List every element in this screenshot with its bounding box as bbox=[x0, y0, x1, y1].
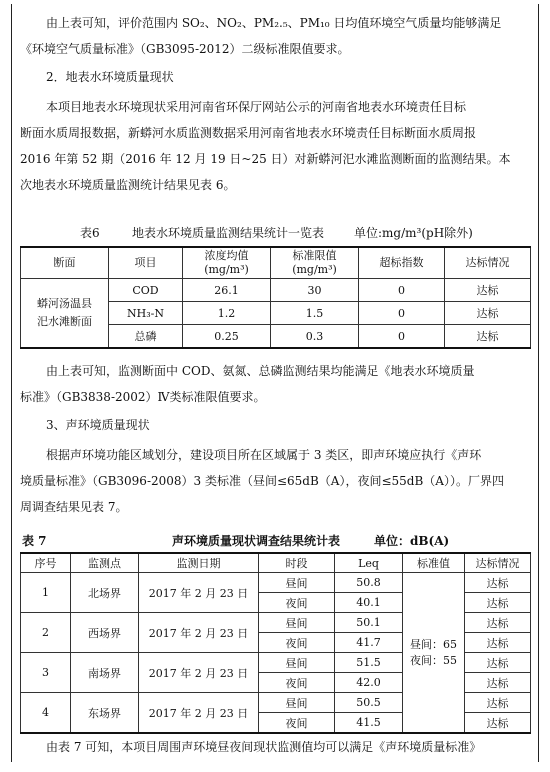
table7-leq: 50.5 bbox=[335, 693, 403, 713]
table7-status: 达标 bbox=[465, 673, 531, 693]
table7-standard-day: 昼间：65 bbox=[410, 637, 457, 651]
table-row bbox=[21, 279, 531, 302]
water-para-line-2: 断面水质周报数据，新蟒河水质监测数据采用河南省地表水环境责任目标断面水质周报 bbox=[20, 126, 477, 140]
table6-conc: 1.2 bbox=[183, 302, 271, 325]
table6-header-status: 达标情况 bbox=[445, 247, 531, 279]
table7-no: 1 bbox=[21, 573, 71, 613]
table6-header-conc-unit: (mg/m³) bbox=[204, 263, 249, 276]
table7-period: 昼间 bbox=[259, 653, 335, 673]
table7-standard-cell bbox=[403, 573, 465, 734]
table7-no: 4 bbox=[21, 693, 71, 734]
document-page bbox=[11, 4, 539, 762]
table6-header-section: 断面 bbox=[21, 247, 109, 279]
table6-header-exceed: 超标指数 bbox=[359, 247, 445, 279]
noise-para-line-3: 周调查结果见表 7。 bbox=[20, 500, 128, 514]
table6-section-line-2: 汜水滩断面 bbox=[37, 315, 92, 328]
table6-header-limit bbox=[271, 247, 359, 279]
table7-period: 夜间 bbox=[259, 713, 335, 734]
table-row bbox=[21, 573, 531, 593]
table7-status: 达标 bbox=[465, 573, 531, 593]
table6-item: COD bbox=[109, 279, 183, 302]
table7-status: 达标 bbox=[465, 693, 531, 713]
table7-header-date: 监测日期 bbox=[139, 553, 259, 573]
table7-leq: 50.8 bbox=[335, 573, 403, 593]
table7-date: 2017 年 2 月 23 日 bbox=[139, 613, 259, 653]
table6-header-limit-label: 标准限值 bbox=[292, 249, 337, 262]
table7-header-point: 监测点 bbox=[71, 553, 139, 573]
table7-leq: 51.5 bbox=[335, 653, 403, 673]
table6-limit: 0.3 bbox=[271, 325, 359, 349]
water-result-line-2: 标准》（GB3838-2002）Ⅳ类标准限值要求。 bbox=[20, 390, 266, 404]
table6-status: 达标 bbox=[445, 302, 531, 325]
noise-quality-table bbox=[20, 552, 531, 734]
table6-item: 总磷 bbox=[109, 325, 183, 349]
table6-header-conc-label: 浓度均值 bbox=[204, 249, 249, 262]
table7-leq: 40.1 bbox=[335, 593, 403, 613]
table6-header-conc bbox=[183, 247, 271, 279]
noise-result-line-1: 由表 7 可知，本项目周围声环境昼夜间现状监测值均可以满足《声环境质量标准》 bbox=[46, 740, 482, 754]
table7-caption-unit: 单位：dB(A) bbox=[374, 534, 450, 548]
table6-header-limit-unit: (mg/m³) bbox=[292, 263, 337, 276]
table7-date: 2017 年 2 月 23 日 bbox=[139, 573, 259, 613]
water-result-line-1: 由上表可知，监测断面中 COD、氨氮、总磷监测结果均能满足《地表水环境质量 bbox=[46, 364, 475, 378]
table6-section-cell bbox=[21, 279, 109, 349]
noise-para-line-2: 境质量标准》（GB3096-2008）3 类标准（昼间≤65dB（A），夜间≤55dB（A））。厂界四 bbox=[20, 474, 504, 488]
table7-header-row bbox=[21, 553, 531, 573]
water-para-line-3: 2016 年第 52 期（2016 年 12 月 19 日~25 日）对新蟒河汜水滩监测断面的监测结果。本 bbox=[20, 152, 511, 166]
table6-item: NH₃-N bbox=[109, 302, 183, 325]
noise-para-line-1: 根据声环境功能区域划分，建设项目所在区域属于 3 类区，即声环境应执行《声环 bbox=[46, 448, 482, 462]
table7-point: 南场界 bbox=[71, 653, 139, 693]
noise-section-heading: 3、声环境质量现状 bbox=[46, 418, 150, 432]
table7-point: 东场界 bbox=[71, 693, 139, 734]
table7-period: 夜间 bbox=[259, 593, 335, 613]
table6-conc: 26.1 bbox=[183, 279, 271, 302]
table7-point: 西场界 bbox=[71, 613, 139, 653]
table7-header-std: 标准值 bbox=[403, 553, 465, 573]
table6-caption-title: 地表水环境质量监测结果统计一览表 bbox=[132, 226, 325, 240]
table7-caption-number: 表 7 bbox=[22, 534, 47, 548]
table7-caption-title: 声环境质量现状调查结果统计表 bbox=[172, 534, 341, 548]
table7-leq: 41.7 bbox=[335, 633, 403, 653]
table7-header-no: 序号 bbox=[21, 553, 71, 573]
table7-point: 北场界 bbox=[71, 573, 139, 613]
table6-limit: 1.5 bbox=[271, 302, 359, 325]
table7-status: 达标 bbox=[465, 713, 531, 734]
table6-exceed: 0 bbox=[359, 279, 445, 302]
table7-leq: 50.1 bbox=[335, 613, 403, 633]
air-result-line-1: 由上表可知，评价范围内 SO₂、NO₂、PM₂.₅、PM₁₀ 日均值环境空气质量均能够满足 bbox=[46, 16, 502, 30]
table7-standard-night: 夜间：55 bbox=[410, 653, 457, 667]
table7-date: 2017 年 2 月 23 日 bbox=[139, 693, 259, 734]
table7-no: 2 bbox=[21, 613, 71, 653]
table6-limit: 30 bbox=[271, 279, 359, 302]
table6-exceed: 0 bbox=[359, 302, 445, 325]
table6-caption-number: 表6 bbox=[80, 226, 100, 240]
table7-period: 夜间 bbox=[259, 673, 335, 693]
table7-leq: 41.5 bbox=[335, 713, 403, 734]
table6-section-line-1: 蟒河汤温县 bbox=[37, 297, 92, 310]
table7-status: 达标 bbox=[465, 593, 531, 613]
table7-period: 夜间 bbox=[259, 633, 335, 653]
table6-header-item: 项目 bbox=[109, 247, 183, 279]
table6-conc: 0.25 bbox=[183, 325, 271, 349]
table6-status: 达标 bbox=[445, 325, 531, 349]
water-para-line-1: 本项目地表水环境现状采用河南省环保厅网站公示的河南省地表水环境责任目标 bbox=[46, 100, 467, 114]
water-quality-table bbox=[20, 246, 531, 349]
water-section-heading: 2．地表水环境质量现状 bbox=[46, 70, 174, 84]
table6-status: 达标 bbox=[445, 279, 531, 302]
table7-no: 3 bbox=[21, 653, 71, 693]
table6-header-row bbox=[21, 247, 531, 279]
table7-header-period: 时段 bbox=[259, 553, 335, 573]
table6-caption-unit: 单位:mg/m³(pH除外) bbox=[354, 226, 473, 240]
table7-header-status: 达标情况 bbox=[465, 553, 531, 573]
table7-date: 2017 年 2 月 23 日 bbox=[139, 653, 259, 693]
air-result-line-2: 《环境空气质量标准》（GB3095-2012）二级标准限值要求。 bbox=[20, 42, 350, 56]
table7-period: 昼间 bbox=[259, 573, 335, 593]
water-para-line-4: 次地表水环境质量监测统计结果见表 6。 bbox=[20, 178, 236, 192]
table7-status: 达标 bbox=[465, 633, 531, 653]
table7-status: 达标 bbox=[465, 653, 531, 673]
table7-status: 达标 bbox=[465, 613, 531, 633]
table7-period: 昼间 bbox=[259, 693, 335, 713]
table7-leq: 42.0 bbox=[335, 673, 403, 693]
table6-exceed: 0 bbox=[359, 325, 445, 349]
table7-period: 昼间 bbox=[259, 613, 335, 633]
table7-header-leq: Leq bbox=[335, 553, 403, 573]
